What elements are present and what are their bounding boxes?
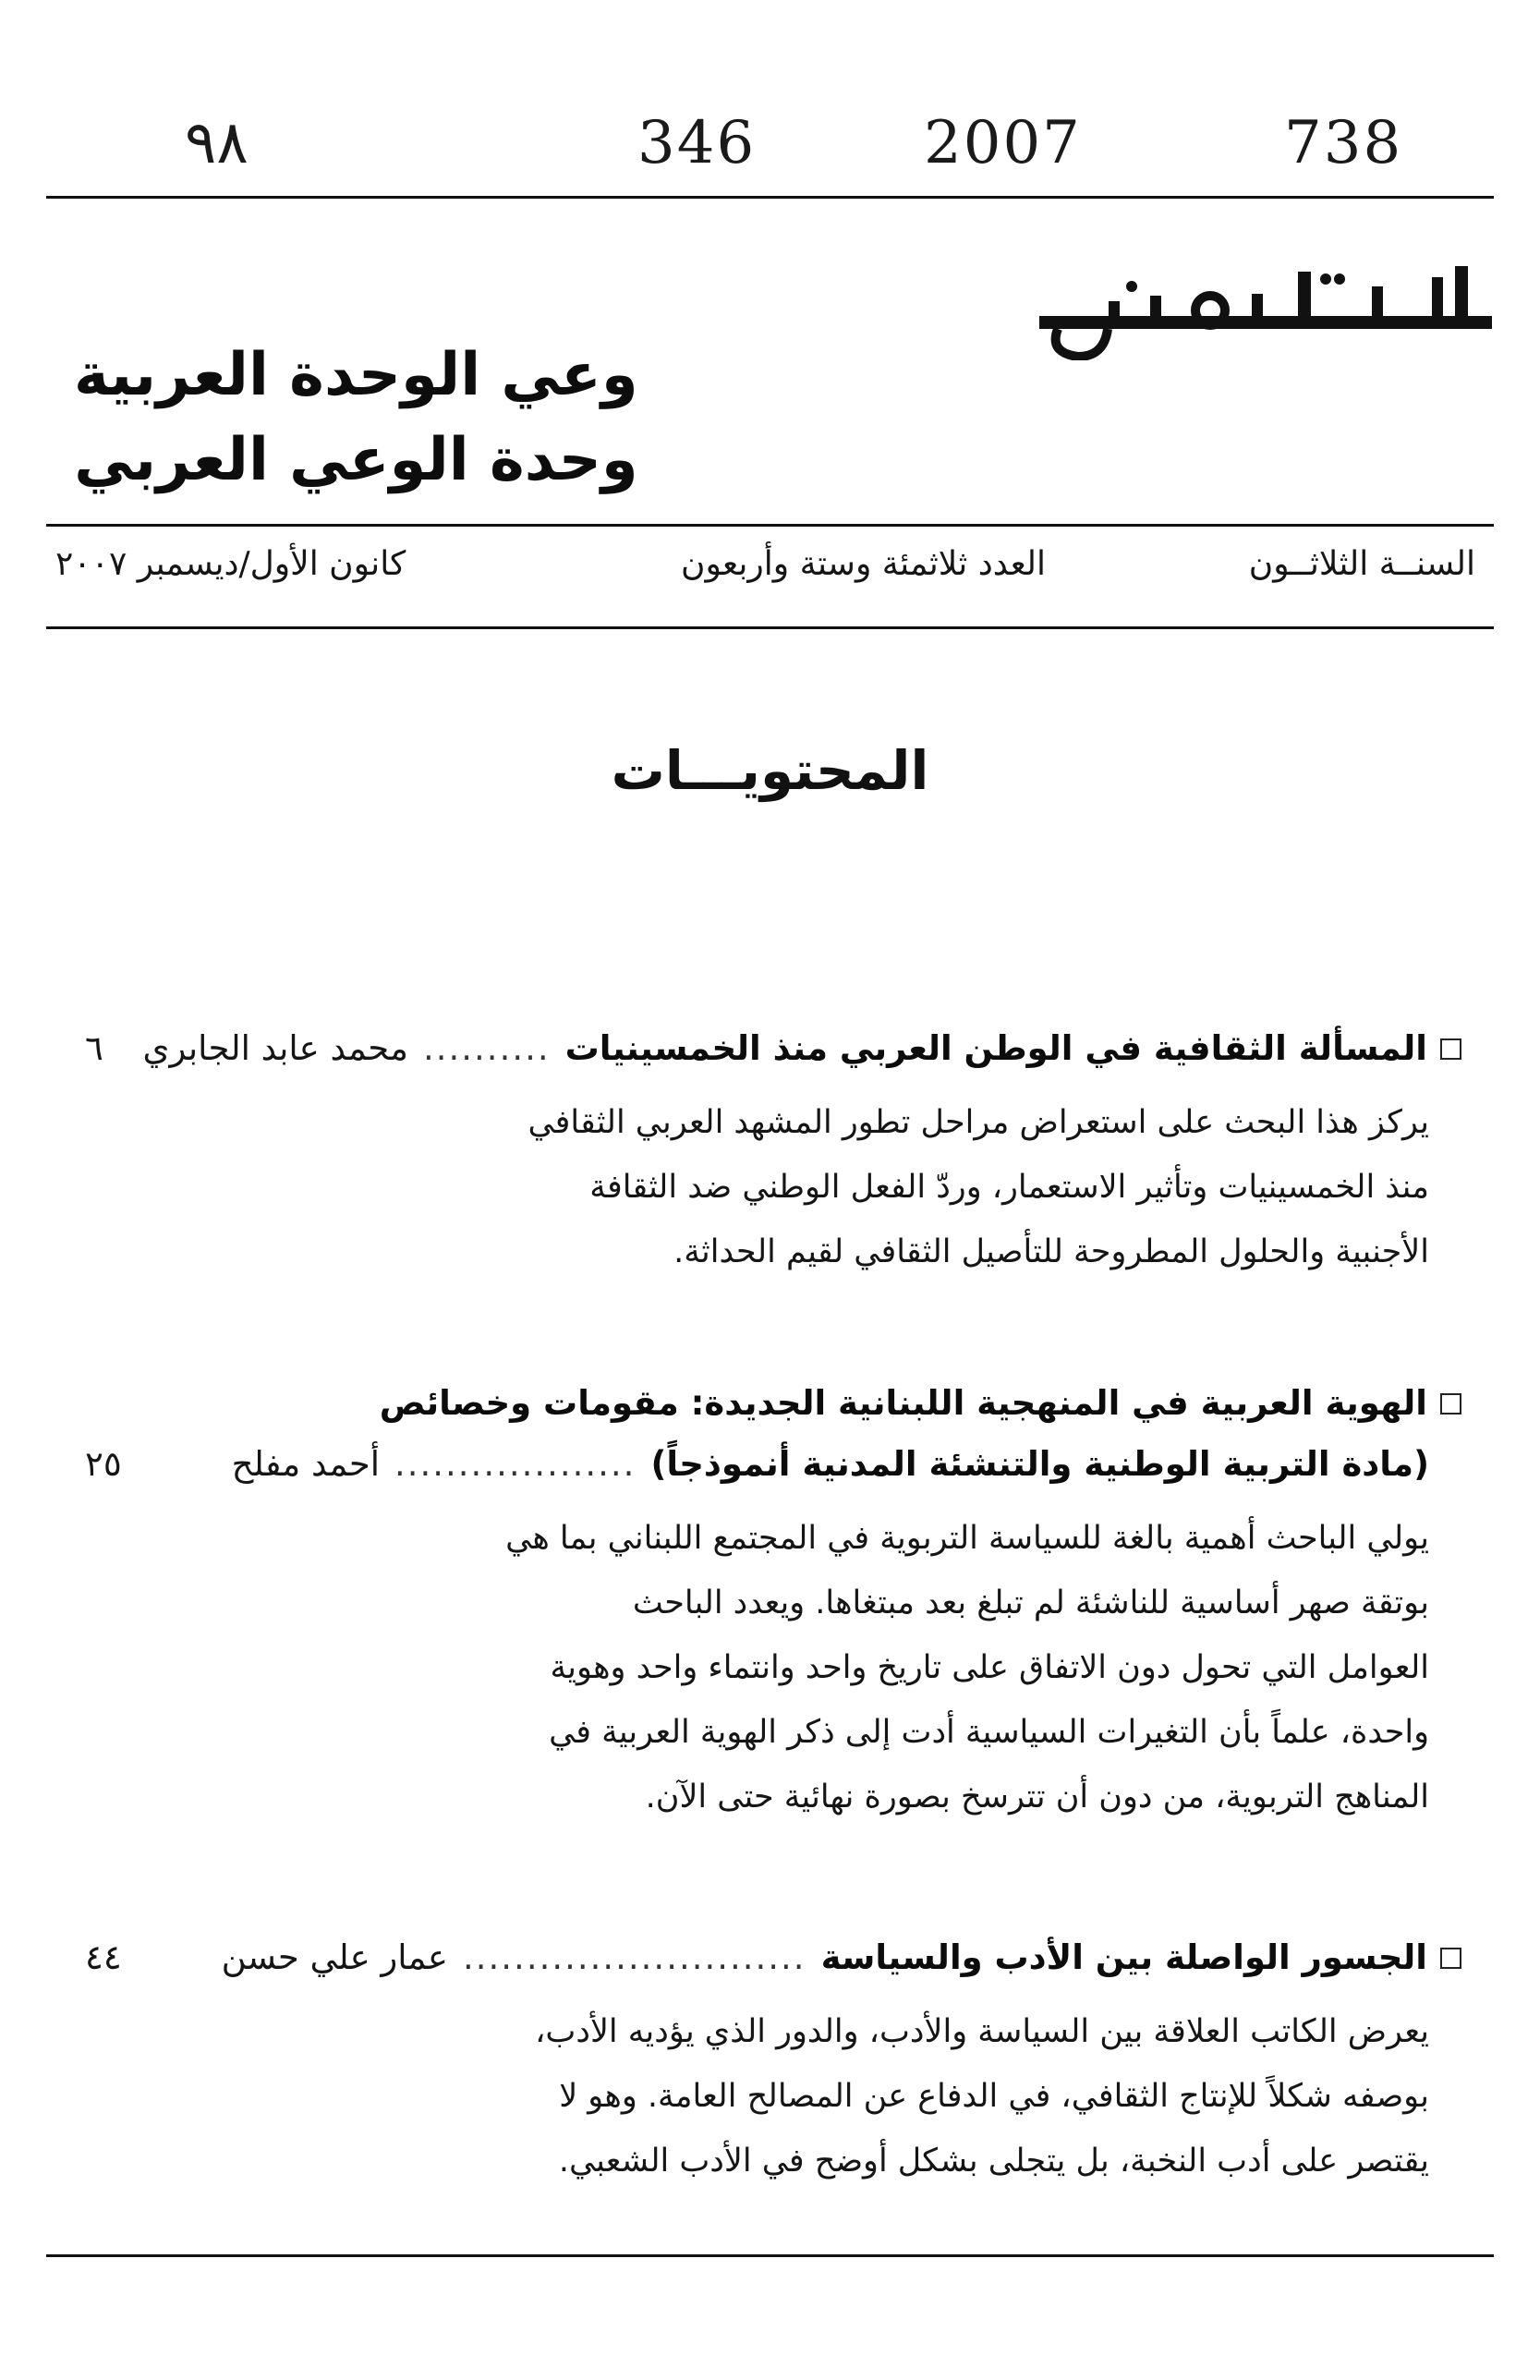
entry-author: عمار علي حسن xyxy=(221,1937,449,1977)
issue-year: السنــة الثلاثــون xyxy=(1248,545,1475,583)
entry-page: ٦ xyxy=(85,1028,103,1068)
checkbox-square-icon xyxy=(1440,1393,1461,1415)
issue-rule-bottom xyxy=(46,626,1494,629)
issue-number: العدد ثلاثمئة وستة وأربعون xyxy=(681,545,1046,583)
summary-line: المناهج التربوية، من دون أن تترسخ بصورة نهائية حتى الآن. xyxy=(645,1779,1429,1815)
summary-line: العوامل التي تحول دون الاتفاق على تاريخ واحد وانتماء واحد وهوية xyxy=(550,1649,1429,1686)
entry-head xyxy=(76,1377,1461,1430)
summary-line: يعرض الكاتب العلاقة بين السياسة والأدب، والدور الذي يؤديه الأدب، xyxy=(535,2013,1429,2050)
issue-rule-top xyxy=(46,524,1494,527)
summary-line: يركز هذا البحث على استعراض مراحل تطور المشهد العربي الثقافي xyxy=(527,1104,1429,1141)
journal-logo-text xyxy=(0,0,1,1)
contents-title: المحتويـــات xyxy=(611,739,929,802)
entry-summary xyxy=(293,1506,1429,1829)
summary-line: بوصفه شكلاً للإنتاج الثقافي، في الدفاع عن المصالح العامة. وهو لا xyxy=(559,2078,1429,2115)
entry-title: المسألة الثقافية في الوطن العربي منذ الخمسينيات xyxy=(564,1028,1427,1068)
entry-head xyxy=(76,1931,1461,1985)
summary-line: يقتصر على أدب النخبة، بل يتجلى بشكل أوضح في الأدب الشعبي. xyxy=(558,2143,1429,2180)
journal-logo xyxy=(1021,259,1501,360)
summary-line: يولي الباحث أهمية بالغة للسياسة التربوية في المجتمع اللبناني بما هي xyxy=(505,1520,1429,1557)
entry-page: ٢٥ xyxy=(85,1444,122,1484)
theme-line-2: وحدة الوعي العربي xyxy=(74,426,638,494)
entry-title: الجسور الواصلة بين الأدب والسياسة xyxy=(820,1937,1427,1977)
entry-head xyxy=(76,1022,1461,1075)
summary-line: بوتقة صهر أساسية للناشئة لم تبلغ بعد مبتغاها. ويعدد الباحث xyxy=(632,1585,1429,1621)
entry-author: محمد عابد الجابري xyxy=(142,1028,408,1068)
checkbox-square-icon xyxy=(1440,1948,1461,1969)
entry-head-line-2 xyxy=(76,1438,1461,1491)
summary-line: منذ الخمسينيات وتأثير الاستعمار، وردّ الفعل الوطني ضد الثقافة xyxy=(589,1169,1429,1206)
entry-summary xyxy=(293,1090,1429,1284)
leader-dots: ........................... xyxy=(463,1937,806,1977)
handwritten-mark-1: ٩٨ xyxy=(185,109,249,177)
entry-author: أحمد مفلح xyxy=(231,1444,380,1484)
toc-entry-3 xyxy=(76,1931,1461,2193)
handwritten-mark-4: 738 xyxy=(1284,109,1403,177)
toc-entry-2 xyxy=(76,1377,1461,1829)
entry-summary xyxy=(293,1999,1429,2193)
summary-line: واحدة، علماً بأن التغيرات السياسية أدت إلى ذكر الهوية العربية في xyxy=(549,1714,1429,1751)
theme-line-1: وعي الوحدة العربية xyxy=(74,341,638,409)
handwritten-mark-2: 346 xyxy=(637,109,757,177)
issue-date: كانون الأول/ديسمبر ٢٠٠٧ xyxy=(55,545,406,583)
entry-title-line-2: (مادة التربية الوطنية والتنشئة المدنية أنموذجاً) xyxy=(650,1444,1429,1484)
top-rule xyxy=(46,196,1494,199)
toc-entry-1 xyxy=(76,1022,1461,1284)
issue-theme xyxy=(74,333,638,503)
entry-title: الهوية العربية في المنهجية اللبنانية الجديدة: مقومات وخصائص xyxy=(379,1383,1427,1423)
handwritten-mark-3: 2007 xyxy=(924,109,1082,177)
leader-dots: .......... xyxy=(423,1028,551,1068)
summary-line: الأجنبية والحلول المطروحة للتأصيل الثقافي لقيم الحداثة. xyxy=(673,1233,1429,1270)
checkbox-square-icon xyxy=(1440,1038,1461,1060)
leader-dots: ................... xyxy=(394,1444,637,1484)
bottom-rule xyxy=(46,2254,1494,2257)
entry-page: ٤٤ xyxy=(85,1937,122,1977)
